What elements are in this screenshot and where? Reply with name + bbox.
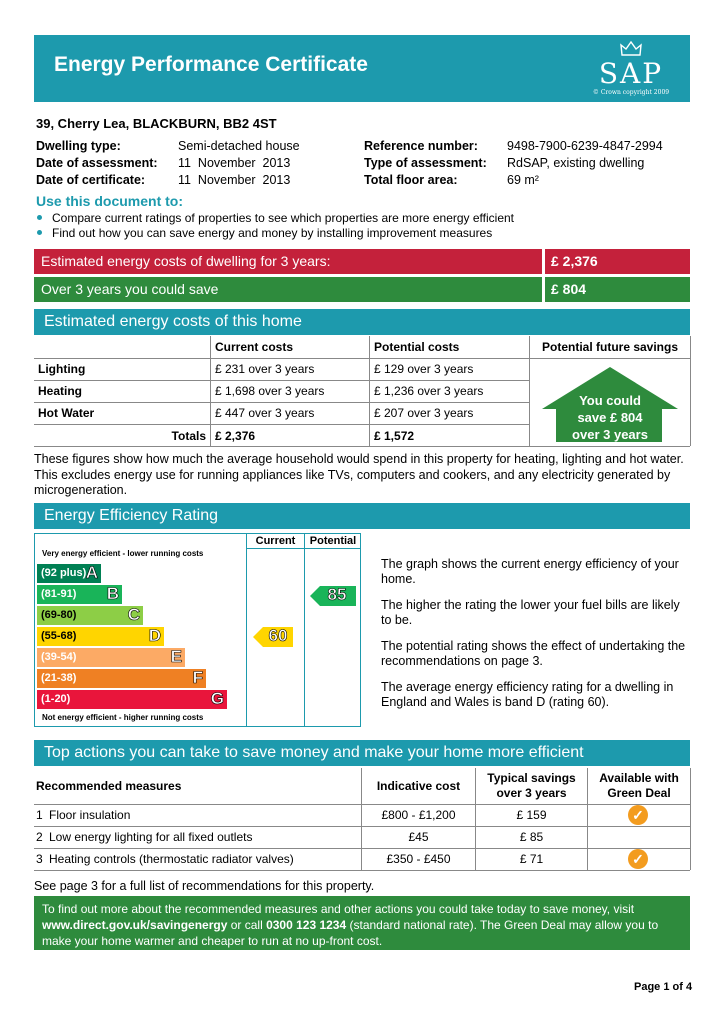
property-address: 39, Cherry Lea, BLACKBURN, BB2 4ST (36, 116, 277, 131)
action-2-number: 2 (36, 830, 43, 844)
advice-link[interactable]: www.direct.gov.uk/savingenergy (42, 918, 228, 932)
band-letter: G (210, 689, 224, 708)
lighting-current: £ 231 over 3 years (215, 362, 315, 376)
band-range-label: (81-91) (41, 588, 77, 600)
rating-band-c (37, 606, 143, 625)
totals-current: £ 2,376 (215, 429, 256, 443)
row-label-lighting: Lighting (38, 362, 86, 376)
green-deal-check-icon: ✓ (628, 849, 648, 869)
page-number: Page 1 of 4 (634, 981, 693, 993)
header-green-deal (588, 771, 690, 801)
action-1-number: 1 (36, 808, 43, 822)
band-letter: A (85, 563, 98, 582)
band-letter: C (127, 605, 140, 624)
band-range-label: (39-54) (41, 651, 77, 663)
green-deal-check-icon: ✓ (628, 805, 648, 825)
advice-phone: 0300 123 1234 (266, 918, 347, 932)
use-document-title: Use this document to: (36, 193, 184, 209)
rating-band-a (37, 564, 101, 583)
header-savings (476, 771, 587, 801)
action-3-number: 3 (36, 852, 43, 866)
advice-text-3: (standard national rate). The Green Deal may allow you to make your home warmer and cheaper to run at no up-front cost. (42, 918, 659, 948)
savings-line-2: save £ 804 (577, 410, 643, 425)
costs-explanation: These figures show how much the average household would spend in this property for heating, lighting and hot water. This excludes energy use for running appliances like TVs, computers and cookers, and any electricity generated by microgeneration. (34, 452, 684, 497)
floor-area-value: 69 m² (507, 173, 539, 187)
current-column-header: Current (255, 535, 296, 547)
current-rating-value: 60 (268, 626, 288, 645)
band-letter: E (170, 647, 182, 666)
header-savings-line-2: over 3 years (496, 786, 567, 800)
header-current-costs: Current costs (215, 340, 294, 354)
savings-house-text (556, 392, 664, 443)
band-letter: D (148, 626, 161, 645)
heating-current: £ 1,698 over 3 years (215, 384, 325, 398)
heating-potential: £ 1,236 over 3 years (374, 384, 484, 398)
assessment-type-label: Type of assessment: (364, 156, 487, 170)
header-measures: Recommended measures (36, 779, 182, 793)
lighting-potential: £ 129 over 3 years (374, 362, 474, 376)
action-3-measure: Heating controls (thermostatic radiator valves) (49, 852, 294, 866)
assessment-date-value: 11 November 2013 (178, 156, 291, 170)
copyright-text: © Crown copyright 2009 (592, 89, 670, 96)
rating-description-4: The average energy efficiency rating for a dwelling in England and Wales is band D (rating 60). (381, 680, 674, 709)
header-cost: Indicative cost (376, 779, 461, 793)
bullet-dot (37, 230, 42, 235)
action-3-savings: £ 71 (519, 852, 544, 866)
totals-label: Totals (171, 429, 206, 443)
rating-description-3: The potential rating shows the effect of undertaking the recommendations on page 3. (381, 639, 686, 668)
potential-column-header: Potential (309, 535, 357, 547)
certificate-date-value: 11 November 2013 (178, 173, 291, 187)
rating-description-2: The higher the rating the lower your fuel bills are likely to be. (381, 598, 680, 627)
totals-potential: £ 1,572 (374, 429, 415, 443)
row-label-hot-water: Hot Water (38, 406, 95, 420)
hot-water-potential: £ 207 over 3 years (374, 406, 474, 420)
reference-value: 9498-7900-6239-4847-2994 (507, 139, 663, 153)
rating-band-d (37, 627, 164, 646)
sap-logo-text: SAP (598, 57, 664, 90)
actions-section-title: Top actions you can take to save money and make your home more efficient (34, 740, 690, 766)
reference-label: Reference number: (364, 139, 478, 153)
certificate-date-label: Date of certificate: (36, 173, 146, 187)
assessment-type-value: RdSAP, existing dwelling (507, 156, 645, 170)
savings-line-3: over 3 years (572, 427, 648, 442)
band-range-label: (69-80) (41, 609, 77, 621)
header-potential-costs: Potential costs (374, 340, 460, 354)
row-label-heating: Heating (38, 384, 83, 398)
save-label: Over 3 years you could save (34, 277, 542, 302)
rating-band-f (37, 669, 206, 688)
action-1-measure: Floor insulation (49, 808, 131, 822)
band-range-label: (1-20) (41, 693, 71, 705)
floor-area-label: Total floor area: (364, 173, 458, 187)
savings-line-1: You could (579, 393, 641, 408)
rating-band-b (37, 585, 122, 604)
estimated-cost-value: £ 2,376 (545, 249, 690, 274)
header-green-line-2: Green Deal (607, 786, 671, 800)
potential-rating-value: 85 (327, 585, 347, 604)
use-bullet-2: Find out how you can save energy and money by installing improvement measures (52, 226, 493, 240)
costs-section-title: Estimated energy costs of this home (34, 309, 690, 335)
estimated-cost-label: Estimated energy costs of dwelling for 3 years: (34, 249, 542, 274)
action-3-cost: £350 - £450 (386, 852, 451, 866)
rating-description-1: The graph shows the current energy efficiency of your home. (381, 557, 679, 586)
efficient-note: Very energy efficient - lower running costs (42, 549, 204, 558)
see-page-note: See page 3 for a full list of recommendations for this property. (34, 879, 375, 893)
action-1-savings: £ 159 (516, 808, 547, 822)
advice-text-1: To find out more about the recommended measures and other actions you could take today to save money, visit (42, 902, 635, 916)
assessment-date-label: Date of assessment: (36, 156, 158, 170)
crown-icon (620, 41, 642, 57)
page-title: Energy Performance Certificate (54, 53, 368, 76)
sap-logo (586, 41, 676, 97)
action-2-cost: £45 (408, 830, 429, 844)
band-range-label: (92 plus) (41, 567, 87, 579)
action-1-cost: £800 - £1,200 (381, 808, 456, 822)
band-letter: B (106, 584, 119, 603)
dwelling-type-value: Semi-detached house (178, 139, 300, 153)
rating-band-e (37, 648, 185, 667)
hot-water-current: £ 447 over 3 years (215, 406, 315, 420)
save-value: £ 804 (545, 277, 690, 302)
use-bullet-1: Compare current ratings of properties to see which properties are more energy efficient (52, 211, 515, 225)
dwelling-type-label: Dwelling type: (36, 139, 121, 153)
advice-text-2: or call (227, 918, 267, 932)
header-green-line-1: Available with (599, 771, 679, 785)
rating-section-title: Energy Efficiency Rating (34, 503, 690, 529)
band-range-label: (21-38) (41, 672, 77, 684)
action-2-measure: Low energy lighting for all fixed outlets (49, 830, 253, 844)
band-letter: F (192, 668, 203, 687)
header-savings-line-1: Typical savings (487, 771, 576, 785)
action-2-savings: £ 85 (519, 830, 544, 844)
header-future-savings: Potential future savings (541, 340, 679, 354)
rating-band-g (37, 690, 227, 709)
band-range-label: (55-68) (41, 630, 77, 642)
inefficient-note: Not energy efficient - higher running costs (42, 713, 204, 722)
advice-box (34, 896, 690, 950)
bullet-dot (37, 215, 42, 220)
